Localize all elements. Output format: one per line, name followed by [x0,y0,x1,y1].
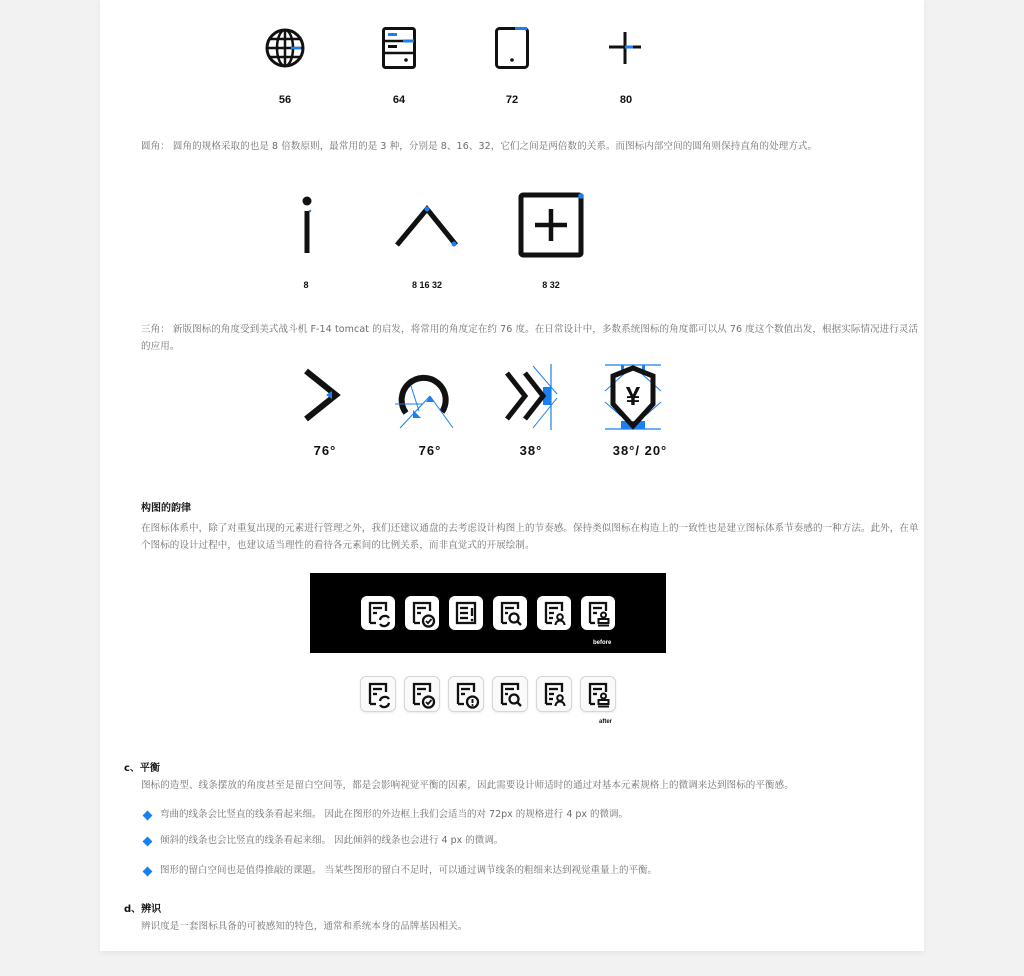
size-label: 64 [392,94,406,106]
diamond-bullet-icon [143,866,153,876]
angle-label: 76° [313,443,337,458]
size-label: 56 [278,94,292,106]
rhythm-paragraph: 在图标体系中，除了对重复出现的元素进行管理之外，我们还建议通盘的去考虑设计构图上的节奏感。保持类似图标在构造上的一致性也是建立图标体系节奏感的一种方法。此外，在单个图标的设计过程中，也建议适当理性的看待各元素间的比例关系，而非直觉式的开展绘制。 [141,523,919,551]
search-circle-icon [393,366,455,432]
doc-search-icon [492,676,528,712]
radius-label-clipped [266,281,346,284]
bullet-text: 弯曲的线条会比竖直的线条看起来细。 因此在图形的外边框上我们会适当的对 72px 的规格进行 4 px 的微调。 [160,809,629,820]
globe-icon [264,27,306,69]
doc-refresh-icon [360,676,396,712]
plus-square-icon [518,192,586,260]
angle-label: 38°/ 20° [612,443,668,458]
balance-bullet [142,864,657,878]
recognition-paragraph: 辨识度是一套图标具备的可被感知的特色，通常和系统本身的品牌基因相关。 [141,921,468,932]
balance-bullet [142,808,628,822]
diamond-bullet-icon [143,836,153,846]
doc-user-icon [536,676,572,712]
server-icon [382,27,416,69]
double-chevron-right-icon [505,364,557,430]
angle-paragraph: 三角： 新版图标的角度受到美式战斗机 F-14 tomcat 的启发，将常用的角度定在约 76 度。在日常设计中，多数系统图标的角度都可以从 76 度这个数值出发，根据实际情况进行灵活的应用。 [141,324,919,352]
plus-icon [609,31,641,65]
chevron-up-icon [394,204,460,248]
radius-label-clipped [511,281,591,284]
recognition-heading: d、辨识 [124,904,162,915]
balance-bullet [142,834,503,848]
bullet-text: 倾斜的线条也会比竖直的线条看起来细。 因此倾斜的线条也会进行 4 px 的微调。 [160,835,504,846]
doc-stamp-icon [580,676,616,712]
doc-check-icon [404,676,440,712]
size-label: 72 [505,94,519,106]
doc-user-icon [537,596,571,630]
yen-shield-icon [601,364,665,430]
angle-label: 76° [418,443,442,458]
before-label: before [593,640,612,646]
info-icon [300,194,316,256]
size-label: 80 [619,94,633,106]
doc-refresh-icon [361,596,395,630]
chevron-right-icon [304,368,340,424]
doc-alert-icon [449,596,483,630]
bullet-text: 图形的留白空间也是值得推敲的课题。 当某些图形的留白不足时，可以通过调节线条的粗细来达到视觉重量上的平衡。 [160,865,658,876]
balance-paragraph: 图标的造型、线条摆放的角度甚至是留白空间等，都是会影响视觉平衡的因素，因此需要设计师适时的通过对基本元素规格上的微调来达到图标的平衡感。 [141,780,794,791]
balance-heading: c、平衡 [124,763,160,774]
radius-label-clipped [387,281,467,284]
doc-stamp-icon [581,596,615,630]
radius-paragraph: 圆角： 圆角的规格采取的也是 8 倍数原则，最常用的是 3 种，分别是 8、16、32，它们之间是两倍数的关系。而图标内部空间的圆角则保持直角的处理方式。 [141,141,818,152]
angle-label: 38° [519,443,543,458]
diamond-bullet-icon [143,810,153,820]
tablet-icon [495,27,529,69]
doc-alert-icon [448,676,484,712]
rhythm-heading: 构图的韵律 [141,503,191,514]
after-label: after [599,719,613,725]
doc-check-icon [405,596,439,630]
svg-text:¥: ¥ [625,381,641,411]
doc-search-icon [493,596,527,630]
